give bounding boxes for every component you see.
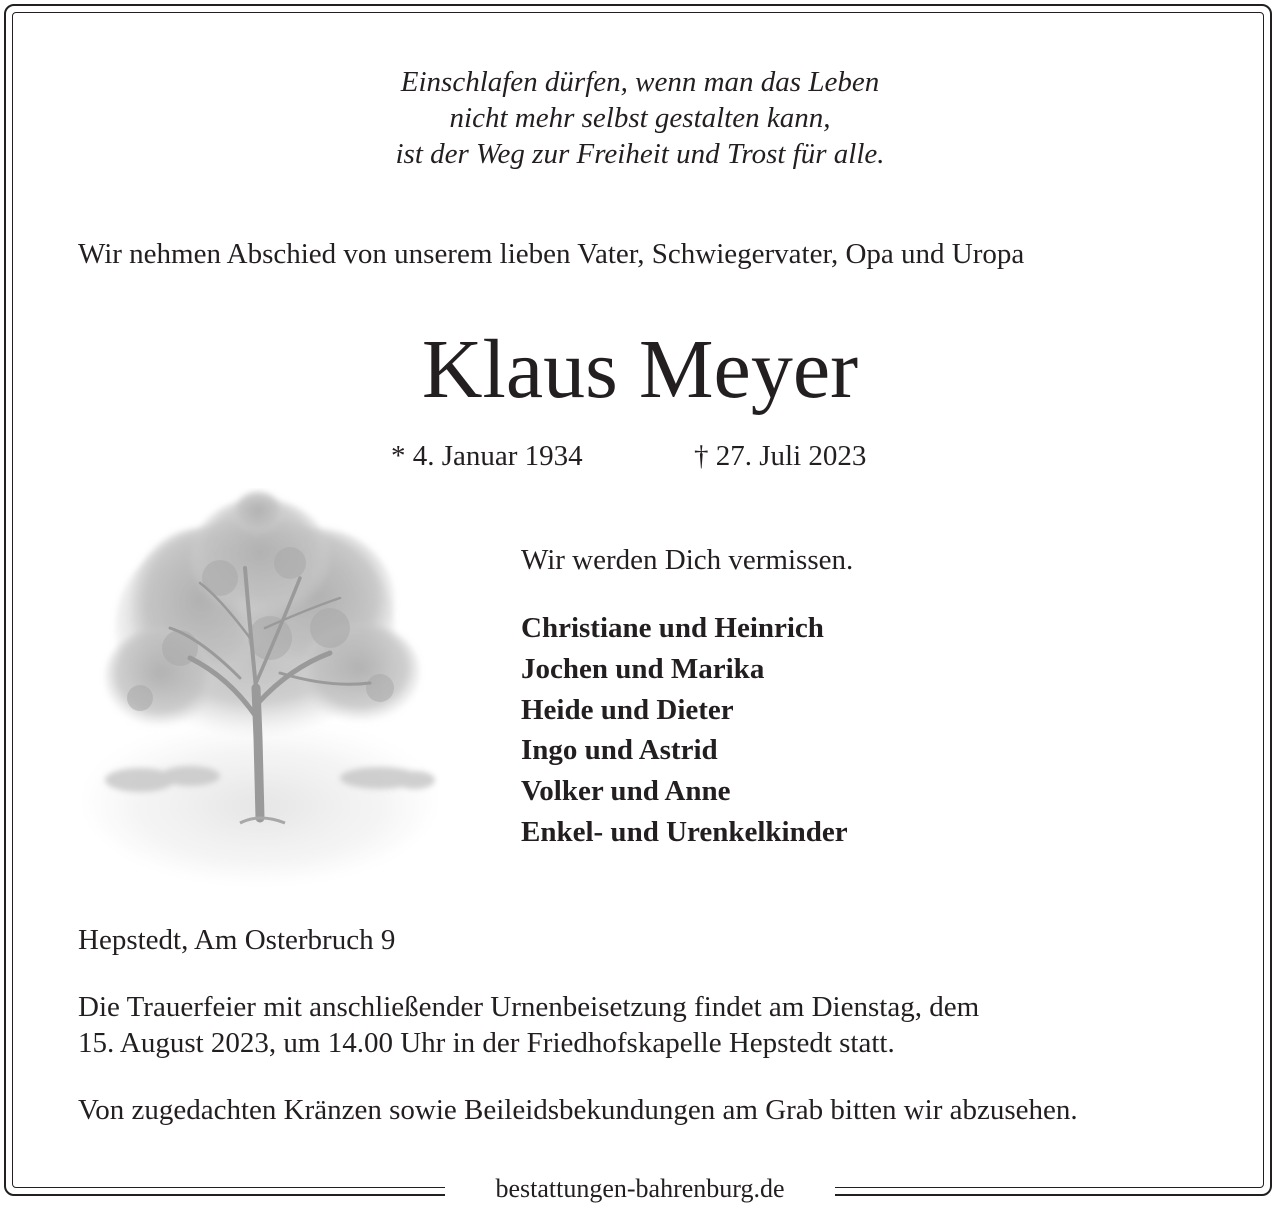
mourners-list xyxy=(521,608,848,853)
birth-date: * 4. Januar 1934 xyxy=(391,440,583,472)
mourner-name: Christiane und Heinrich xyxy=(521,612,824,644)
mourner-name: Enkel- und Urenkelkinder xyxy=(521,815,848,848)
motto-line: ist der Weg zur Freiheit und Trost für alle. xyxy=(395,138,885,170)
motto-line: Einschlafen dürfen, wenn man das Leben xyxy=(400,66,880,98)
intro-text: Wir nehmen Abschied von unserem lieben Vater, Schwiegervater, Opa und Uropa xyxy=(78,238,1025,270)
ceremony-line: 15. August 2023, um 14.00 Uhr in der Friedhofskapelle Hepstedt statt. xyxy=(78,1027,895,1059)
deceased-name: Klaus Meyer xyxy=(421,323,859,416)
ceremony-notice xyxy=(78,989,979,1061)
footer-url[interactable]: bestattungen-bahrenburg.de xyxy=(495,1174,785,1203)
address: Hepstedt, Am Osterbruch 9 xyxy=(78,924,396,956)
mourner-name: Volker und Anne xyxy=(521,775,731,808)
ceremony-line: Die Trauerfeier mit anschließender Urnenbeisetzung findet am Dienstag, dem xyxy=(78,991,980,1023)
mourners-message: Wir werden Dich vermissen. xyxy=(521,544,854,576)
mourner-name: Jochen und Marika xyxy=(521,652,765,685)
mourner-name: Ingo und Astrid xyxy=(521,734,718,767)
motto-verse xyxy=(0,64,1280,172)
death-date: † 27. Juli 2023 xyxy=(694,440,867,472)
mourner-name: Heide und Dieter xyxy=(521,693,734,726)
motto-line: nicht mehr selbst gestalten kann, xyxy=(449,102,831,134)
misty-tree-icon xyxy=(80,488,440,888)
wreaths-notice: Von zugedachten Kränzen sowie Beileidsbekundungen am Grab bitten wir abzusehen. xyxy=(78,1094,1078,1126)
